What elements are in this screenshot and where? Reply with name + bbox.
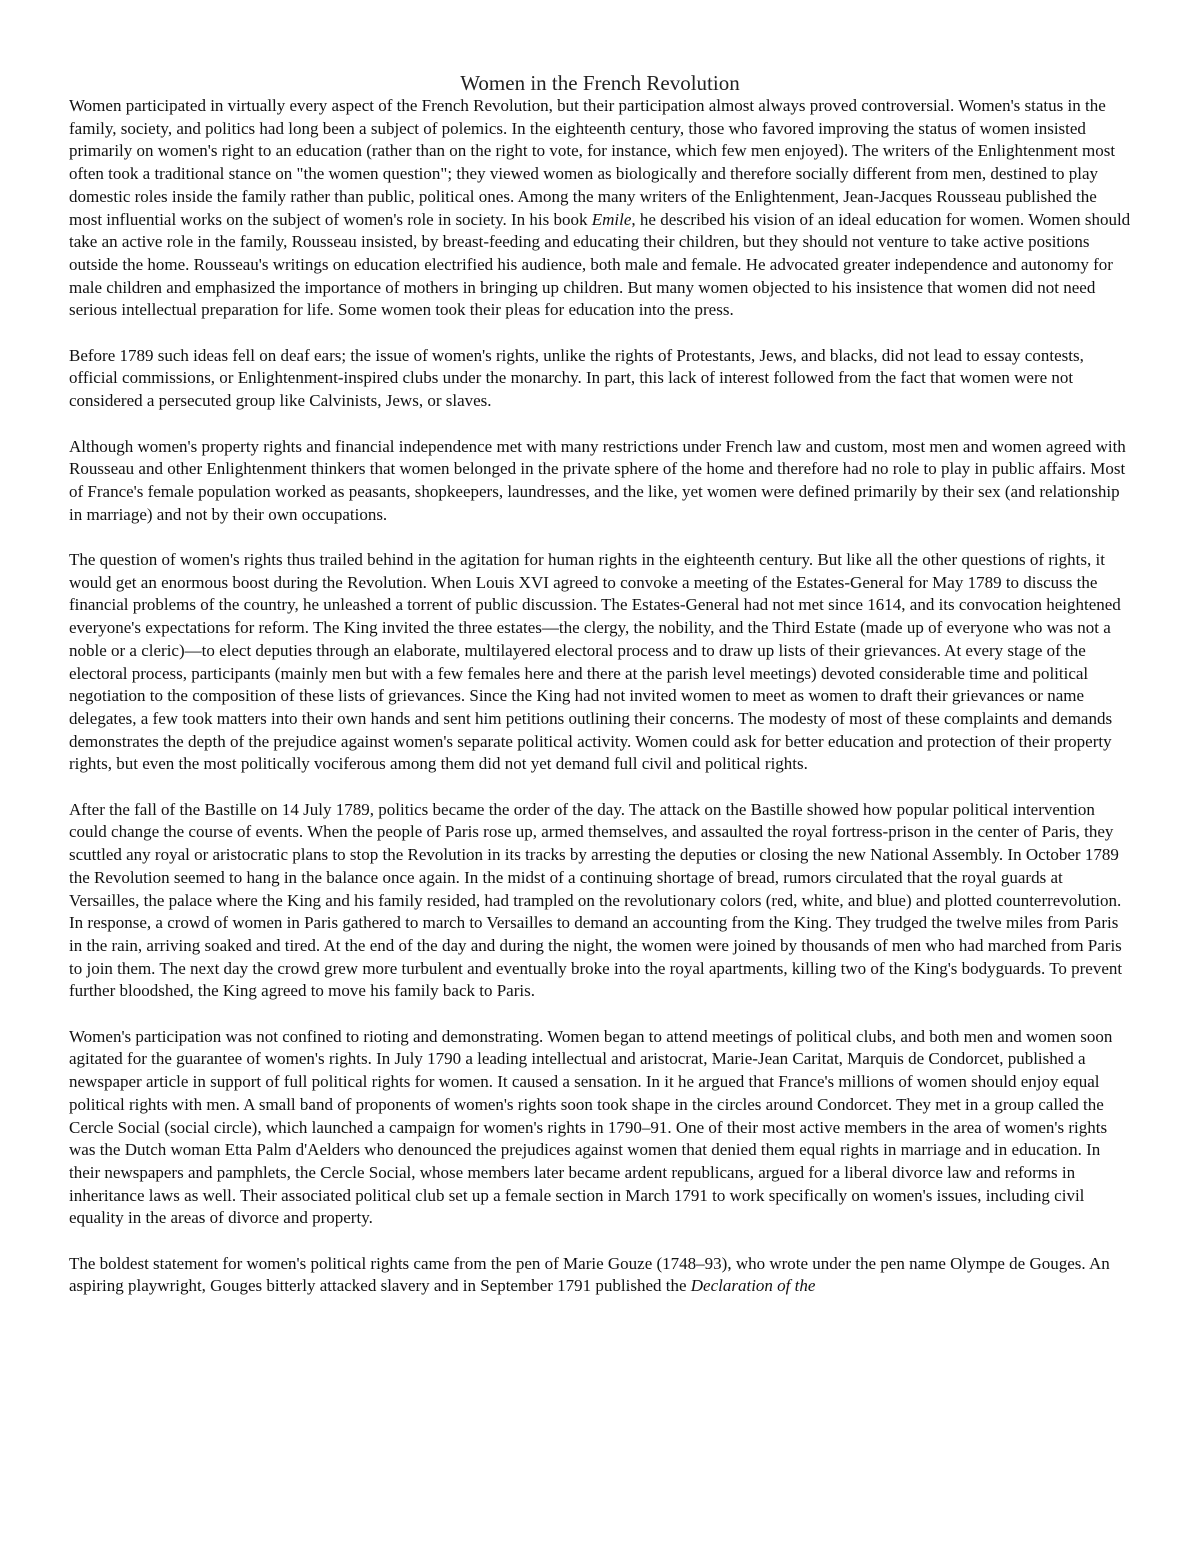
- declaration-title: Declaration of the: [690, 1276, 816, 1296]
- book-title-emile: Emile: [591, 209, 632, 229]
- paragraph-3: [69, 436, 1131, 527]
- paragraph-5: [69, 799, 1131, 1003]
- paragraph-7: [69, 1253, 1131, 1298]
- paragraph-text: Women participated in virtually every aspect of the French Revolution, but their participation almost always proved controversial. Women's status in the family, society, and politics had long been a subject of polemics. In the eighteenth century, those who favored improving the status of women insisted primarily on women's right to an education (rather than on the right to vote, for instance, which few men enjoyed). The writers of the Enlightenment most often took a traditional stance on "the women question"; they viewed women as biologically and therefore socially different from men, destined to play domestic roles inside the family rather than public, political ones. Among the many writers of the Enlightenment, Jean-Jacques Rousseau published the most influential works on the subject of women's role in society. In his book: [69, 96, 1116, 229]
- paragraph-text: Before 1789 such ideas fell on deaf ears; the issue of women's rights, unlike the rights of Protestants, Jews, and blacks, did not lead to essay contests, official commissions, or Enlightenment-inspired clubs under the monarchy. In part, this lack of interest followed from the fact that women were not considered a persecuted group like Calvinists, Jews, or slaves.: [69, 345, 1084, 411]
- paragraph-text: The boldest statement for women's political rights came from the pen of Marie Gouze (1748–93), who wrote under the pen name Olympe de Gouges. An aspiring playwright, Gouges bitterly attacked slavery and in September 1791 published the: [69, 1253, 1110, 1296]
- paragraph-4: [69, 549, 1131, 776]
- paragraph-2: [69, 345, 1131, 413]
- paragraph-text: After the fall of the Bastille on 14 July 1789, politics became the order of the day. The attack on the Bastille showed how popular political intervention could change the course of events. When the people of Paris rose up, armed themselves, and assaulted the royal fortress-prison in the center of Paris, they scuttled any royal or aristocratic plans to stop the Revolution in its tracks by arresting the deputies or closing the new National Assembly. In October 1789 the Revolution seemed to hang in the balance once again. In the midst of a continuing shortage of bread, rumors circulated that the royal guards at Versailles, the palace where the King and his family resided, had trampled on the revolutionary colors (red, white, and blue) and plotted counterrevolution. In response, a crowd of women in Paris gathered to march to Versailles to demand an accounting from the King. They trudged the twelve miles from Paris in the rain, arriving soaked and tired. At the end of the day and during the night, the women were joined by thousands of men who had marched from Paris to join them. The next day the crowd grew more turbulent and eventually broke into the royal apartments, killing two of the King's bodyguards. To prevent further bloodshed, the King agreed to move his family back to Paris.: [69, 799, 1123, 1001]
- paragraph-text: , he described his vision of an ideal education for women. Women should take an active role in the family, Rousseau insisted, by breast-feeding and educating their children, but they should not venture to take active positions outside the home. Rousseau's writings on education electrified his audience, both male and female. He advocated greater independence and autonomy for male children and emphasized the importance of mothers in bringing up children. But many women objected to his insistence that women did not need serious intellectual preparation for life. Some women took their pleas for education into the press.: [69, 209, 1131, 320]
- paragraph-text: Although women's property rights and financial independence met with many restrictions under French law and custom, most men and women agreed with Rousseau and other Enlightenment thinkers that women belonged in the private sphere of the home and therefore had no role to play in public affairs. Most of France's female population worked as peasants, shopkeepers, laundresses, and the like, yet women were defined primarily by their sex (and relationship in marriage) and not by their own occupations.: [69, 436, 1126, 524]
- paragraph-text: The question of women's rights thus trailed behind in the agitation for human rights in the eighteenth century. But like all the other questions of rights, it would get an enormous boost during the Revolution. When Louis XVI agreed to convoke a meeting of the Estates-General for May 1789 to discuss the financial problems of the country, he unleashed a torrent of public discussion. The Estates-General had not met since 1614, and its convocation heightened everyone's expectations for reform. The King invited the three estates—the clergy, the nobility, and the Third Estate (made up of everyone who was not a noble or a cleric)—to elect deputies through an elaborate, multilayered electoral process and to draw up lists of their grievances. At every stage of the electoral process, participants (mainly men but with a few females here and there at the parish level meetings) devoted considerable time and political negotiation to the composition of these lists of grievances. Since the King had not invited women to meet as women to draft their grievances or name delegates, a few took matters into their own hands and sent him petitions outlining their concerns. The modesty of most of these complaints and demands demonstrates the depth of the prejudice against women's separate political activity. Women could ask for better education and protection of their property rights, but even the most politically vociferous among them did not yet demand full civil and political rights.: [69, 550, 1121, 774]
- document-body: [69, 95, 1131, 1298]
- paragraph-6: [69, 1026, 1131, 1230]
- paragraph-text: Women's participation was not confined to rioting and demonstrating. Women began to attend meetings of political clubs, and both men and women soon agitated for the guarantee of women's rights. In July 1790 a leading intellectual and aristocrat, Marie-Jean Caritat, Marquis de Condorcet, published a newspaper article in support of full political rights for women. It caused a sensation. In it he argued that France's millions of women should enjoy equal political rights with men. A small band of proponents of women's rights soon took shape in the circles around Condorcet. They met in a group called the Cercle Social (social circle), which launched a campaign for women's rights in 1790–91. One of their most active members in the area of women's rights was the Dutch woman Etta Palm d'Aelders who denounced the prejudices against women that denied them equal rights in marriage and in education. In their newspapers and pamphlets, the Cercle Social, whose members later became ardent republicans, argued for a liberal divorce law and reforms in inheritance laws as well. Their associated political club set up a female section in March 1791 to work specifically on women's issues, including civil equality in the areas of divorce and property.: [69, 1026, 1113, 1228]
- paragraph-1: [69, 95, 1131, 322]
- document-title: Women in the French Revolution: [460, 71, 740, 95]
